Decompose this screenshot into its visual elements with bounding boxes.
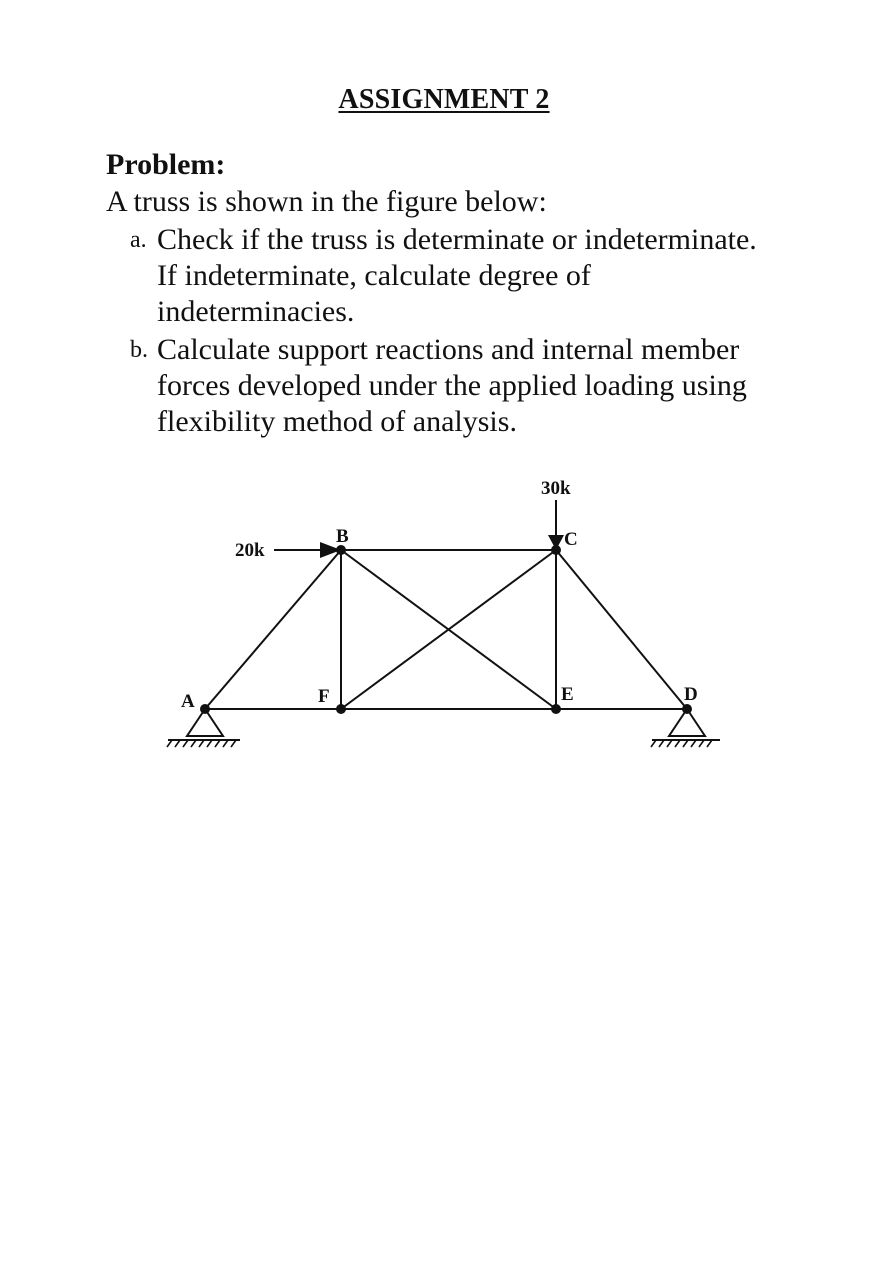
load-label-horizontal: 20k xyxy=(235,540,265,561)
problem-heading: Problem: xyxy=(106,148,226,181)
joint-F xyxy=(336,704,346,714)
task-list xyxy=(130,222,830,442)
load-horizontal xyxy=(274,542,341,558)
task-text-a: Check if the truss is determinate or indeterminate. If indeterminate, calculate degree of indeterminacies. xyxy=(157,223,757,328)
joint-D xyxy=(682,704,692,714)
member-CD xyxy=(556,550,687,709)
node-label-D: D xyxy=(684,684,698,705)
load-label-vertical: 30k xyxy=(541,478,571,499)
node-label-F: F xyxy=(318,686,330,707)
node-label-A: A xyxy=(181,691,195,712)
problem-intro: A truss is shown in the figure below: xyxy=(106,185,547,218)
node-label-C: C xyxy=(564,529,578,550)
node-label-B: B xyxy=(336,526,349,547)
support-A xyxy=(167,709,240,747)
arrow-down-icon xyxy=(548,535,564,550)
page-title: ASSIGNMENT 2 xyxy=(338,84,550,115)
support-D xyxy=(651,709,720,747)
task-item-b xyxy=(130,332,830,440)
task-item-a xyxy=(130,222,830,330)
node-label-E: E xyxy=(561,684,574,705)
joint-A xyxy=(200,704,210,714)
task-marker-b: b. xyxy=(130,337,148,363)
joint-E xyxy=(551,704,561,714)
load-vertical xyxy=(548,500,564,550)
truss-figure xyxy=(0,460,888,780)
task-text-b: Calculate support reactions and internal member forces developed under the applied loading using flexibility method of analysis. xyxy=(157,333,747,438)
truss-members xyxy=(205,550,687,709)
task-marker-a: a. xyxy=(130,227,147,253)
